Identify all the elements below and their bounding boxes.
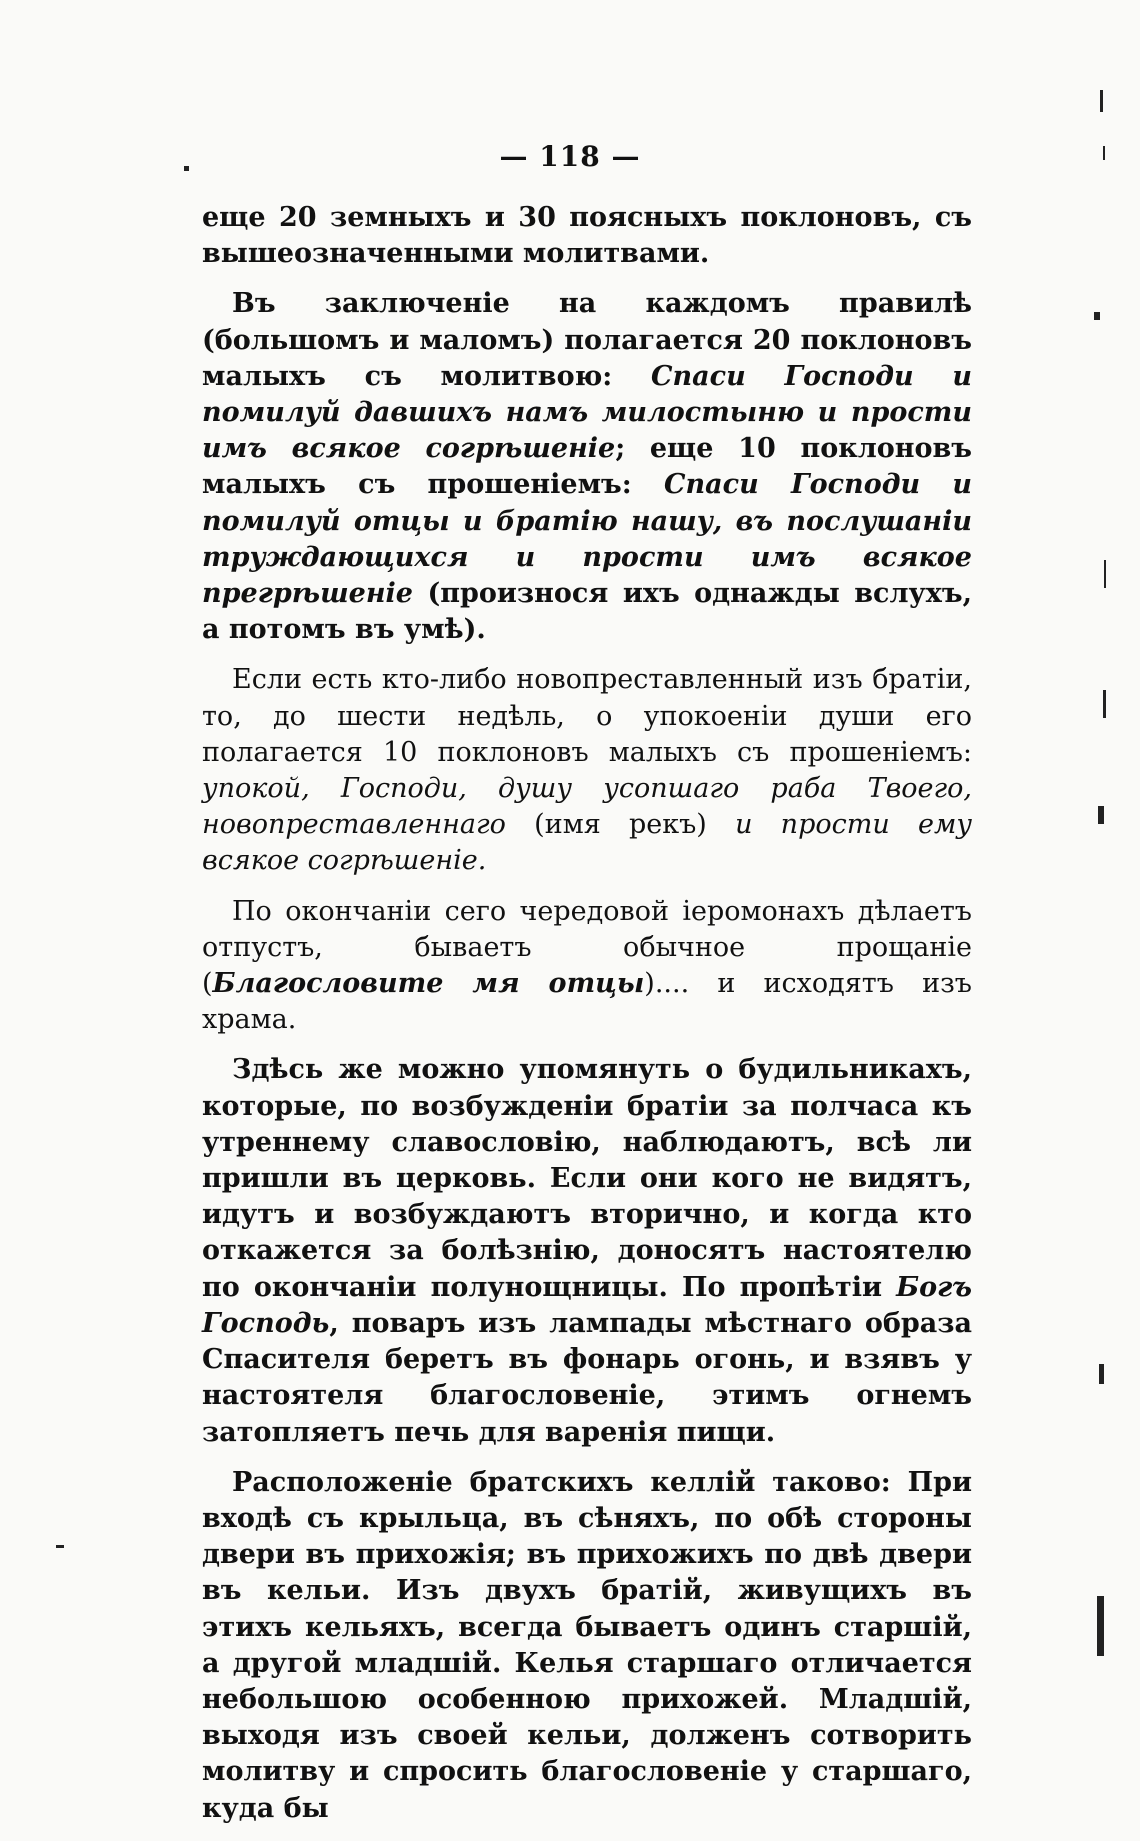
paragraph-4 [202, 894, 972, 1039]
paragraph-2-prayer-1: Спаси Господи и помилуй давшихъ намъ милостыню и прости имъ всякое согрѣшеніе [202, 360, 973, 465]
paragraph-3-prayer-2: и прости ему всякое согрѣшеніе. [202, 809, 972, 877]
paragraph-2-text-2: ; еще 10 поклоновъ малыхъ съ прошеніемъ: [202, 433, 973, 501]
paragraph-4-quote: Благословите мя отцы [212, 968, 645, 1000]
scan-mark [1097, 1596, 1104, 1656]
paragraph-5 [202, 1052, 972, 1450]
paragraph-3-prayer-1: упокой, Господи, душу усопшаго раба Твоего, новопреставленнаго [202, 773, 972, 841]
paragraph-4-text-2: ).... и исходятъ изъ храма. [202, 968, 972, 1036]
scan-mark [1104, 560, 1106, 588]
paragraph-2 [202, 286, 972, 648]
page-text [202, 200, 972, 1841]
paragraph-6-text: Расположеніе братскихъ келлій таково: При входѣ съ крыльца, въ сѣняхъ, по обѣ стороны двери въ прихожія; въ прихожихъ по двѣ двери въ кельи. Изъ двухъ братій, живущихъ въ этихъ кельяхъ, всегда бываетъ одинъ старшій, а другой младшій. Келья старшаго отличается небольшою особенною прихожей. Младшій, выходя изъ своей кельи, долженъ сотворить молитву и спросить благословеніе у старшаго, куда бы [202, 1466, 972, 1824]
scan-mark [1103, 690, 1106, 718]
page-number: — 118 — [499, 140, 641, 173]
scan-mark [1099, 1364, 1104, 1384]
paragraph-2-text-1: Въ заключеніе на каждомъ правилѣ (большомъ и маломъ) полагается 20 поклоновъ малыхъ съ молитвою: [202, 288, 972, 392]
paragraph-5-text-1: Здѣсь же можно упомянуть о будильникахъ, которые, по возбужденіи братіи за полчаса къ утреннему славословію, наблюдаютъ, всѣ ли пришли въ церковь. Если они кого не видятъ, идутъ и возбуждаютъ вторично, и когда кто откажется за болѣзнію, доносятъ настоятелю по окончаніи полунощницы. По пропѣтіи [202, 1054, 972, 1303]
scan-mark [1103, 146, 1105, 160]
paragraph-5-text-2: , поваръ изъ лампады мѣстнаго образа Спасителя беретъ въ фонарь огонь, и взявъ у настоятеля благословеніе, этимъ огнемъ затопляетъ печь для варенія пищи. [202, 1307, 972, 1448]
scan-mark [184, 166, 189, 171]
paragraph-2-prayer-2: Спаси Господи и помилуй отцы и братію нашу, въ послушаніи труждающихся и прости имъ всякое прегрѣшеніе [202, 469, 973, 610]
scan-mark [1098, 806, 1104, 824]
paragraph-3-text-2: (имя рекъ) [505, 809, 736, 841]
paragraph-3 [202, 662, 972, 879]
paragraph-1 [202, 200, 972, 272]
paragraph-5-hymn: Богъ Господь [202, 1271, 972, 1339]
scan-mark [1100, 90, 1103, 112]
scan-mark [56, 1545, 64, 1548]
paragraph-3-text-1: Если есть кто-либо новопреставленный изъ братіи, то, до шести недѣль, о упокоеніи души его полагается 10 поклоновъ малыхъ съ прошеніемъ: [202, 664, 972, 768]
paragraph-2-text-3: (произнося ихъ однажды вслухъ, а потомъ въ умѣ). [202, 578, 972, 646]
paragraph-1-text: еще 20 земныхъ и 30 поясныхъ поклоновъ, съ вышеозначенными молитвами. [202, 202, 972, 270]
scan-mark [1094, 312, 1100, 320]
paragraph-6 [202, 1465, 972, 1827]
paragraph-4-text-1: По окончаніи сего чередовой іеромонахъ дѣлаетъ отпустъ, бываетъ обычное прощаніе ( [202, 895, 972, 1000]
